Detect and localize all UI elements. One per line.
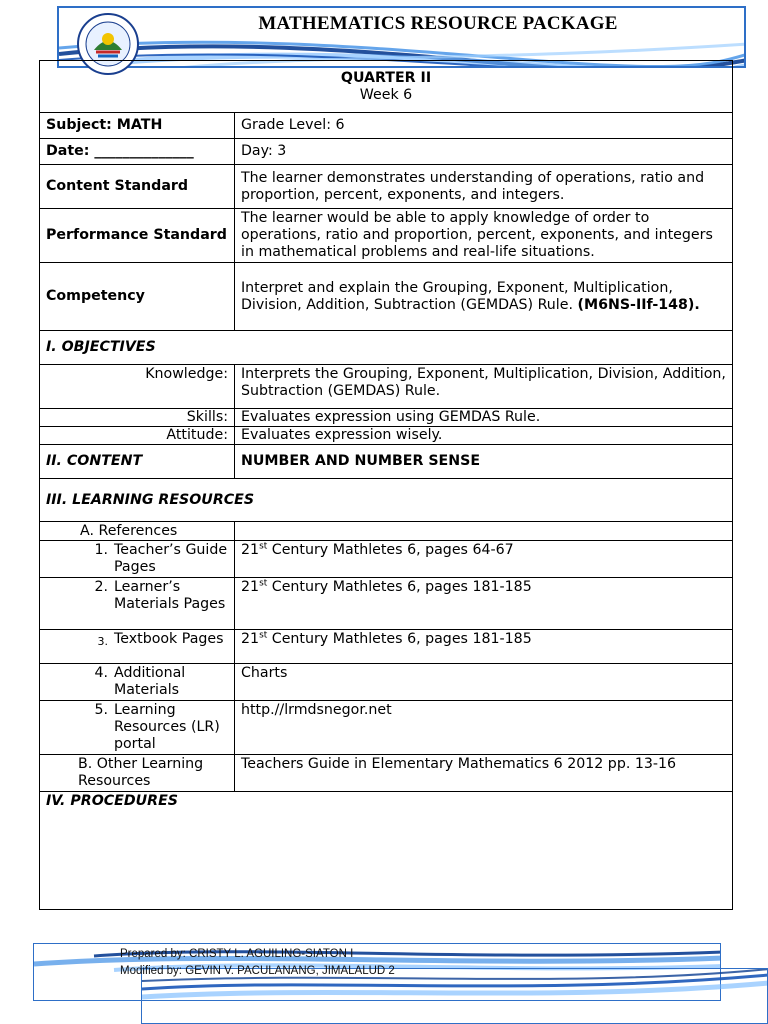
content-standard-row [40, 165, 733, 209]
reference-row [40, 578, 733, 630]
reference-value: Century Mathletes 6, pages 181-185 [267, 579, 532, 595]
attitude-label: Attitude: [40, 427, 235, 445]
resources-heading-row [40, 479, 733, 522]
subject-cell: Subject: MATH [40, 113, 235, 139]
resources-heading: III. LEARNING RESOURCES [40, 479, 733, 522]
performance-standard-row [40, 209, 733, 263]
reference-number: 2. [94, 579, 108, 595]
knowledge-value: Interprets the Grouping, Exponent, Multiplication, Division, Addition, Subtraction (GEMDAS) Rule. [235, 365, 733, 409]
subject-row [40, 113, 733, 139]
reference-row [40, 541, 733, 578]
week-label: Week 6 [359, 86, 413, 103]
competency-value: Interpret and explain the Grouping, Exponent, Multiplication, Division, Addition, Subtraction (GEMDAS) Rule. [241, 279, 673, 313]
attitude-value: Evaluates expression wisely. [235, 427, 733, 445]
reference-ordinal-suffix: st [259, 541, 268, 552]
reference-ordinal: 21 [241, 579, 260, 595]
reference-number: 1. [94, 542, 108, 558]
reference-label: Learner’s Materials Pages [114, 579, 226, 612]
skills-row [40, 409, 733, 427]
procedures-heading: IV. PROCEDURES [40, 792, 733, 910]
reference-label: Teacher’s Guide Pages [114, 542, 228, 575]
references-row [40, 522, 733, 541]
reference-label: Additional Materials [114, 665, 186, 698]
performance-standard-label: Performance Standard [40, 209, 235, 263]
reference-row [40, 701, 733, 755]
content-value: NUMBER AND NUMBER SENSE [235, 445, 733, 479]
footer-swoosh-decoration [142, 969, 768, 1024]
document-title: MATHEMATICS RESOURCE PACKAGE [258, 13, 618, 34]
other-resources-label: B. Other Learning Resources [40, 755, 235, 792]
reference-ordinal: 21 [241, 542, 260, 558]
reference-value: Century Mathletes 6, pages 64-67 [267, 542, 514, 558]
reference-number: 5. [94, 702, 108, 718]
competency-code: (M6NS-IIf-148). [577, 296, 700, 313]
date-row [40, 139, 733, 165]
reference-label: Textbook Pages [114, 631, 224, 647]
skills-label: Skills: [40, 409, 235, 427]
prepared-by-text: Prepared by: CRISTY L. AGUILING-SIATON I [120, 948, 354, 960]
reference-number: 3. [97, 635, 108, 648]
skills-value: Evaluates expression using GEMDAS Rule. [235, 409, 733, 427]
knowledge-label: Knowledge: [40, 365, 235, 409]
reference-ordinal-suffix: st [259, 578, 268, 589]
reference-ordinal: 21 [241, 631, 260, 647]
attitude-row [40, 427, 733, 445]
reference-value-link: http.//lrmdsnegor.net [235, 701, 733, 755]
procedures-row [40, 792, 733, 910]
content-standard-label: Content Standard [40, 165, 235, 209]
other-resources-row [40, 755, 733, 792]
reference-value: Charts [235, 664, 733, 701]
content-standard-value: The learner demonstrates understanding of operations, ratio and proportion, percent, exponents, and integers. [235, 165, 733, 209]
reference-label: Learning Resources (LR) portal [114, 702, 220, 752]
competency-row [40, 263, 733, 331]
reference-ordinal-suffix: st [259, 630, 268, 641]
date-cell: Date: ______________ [40, 139, 235, 165]
knowledge-row [40, 365, 733, 409]
content-row [40, 445, 733, 479]
content-heading: II. CONTENT [40, 445, 235, 479]
reference-value: Century Mathletes 6, pages 181-185 [267, 631, 532, 647]
modified-by-text: Modified by: GEVIN V. PACULANANG, JIMALALUD 2 [120, 965, 395, 977]
references-label: A. References [40, 522, 235, 541]
reference-number: 4. [94, 665, 108, 681]
other-resources-value: Teachers Guide in Elementary Mathematics 6 2012 pp. 13-16 [235, 755, 733, 792]
objectives-heading: I. OBJECTIVES [40, 331, 733, 365]
quarter-label: QUARTER II [340, 69, 432, 86]
reference-row [40, 664, 733, 701]
performance-standard-value: The learner would be able to apply knowledge of order to operations, ratio and proportion, percent, exponents, and integers in mathematical problems and real-life situations. [235, 209, 733, 263]
competency-label: Competency [40, 263, 235, 331]
reference-row [40, 630, 733, 664]
objectives-heading-row [40, 331, 733, 365]
grade-level-cell: Grade Level: 6 [235, 113, 733, 139]
lesson-plan-table [39, 60, 733, 910]
quarter-row [40, 61, 733, 113]
day-cell: Day: 3 [235, 139, 733, 165]
